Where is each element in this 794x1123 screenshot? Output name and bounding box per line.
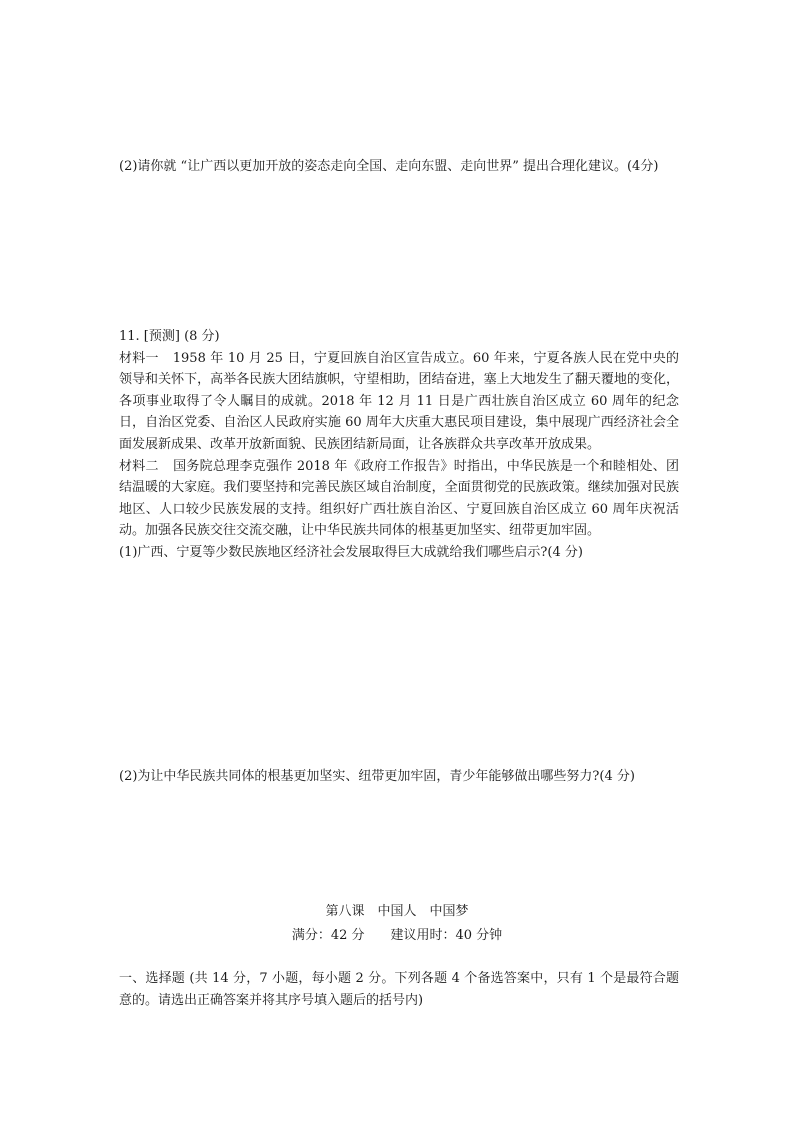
question-11-part-1: (1)广西、宁夏等少数民族地区经济社会发展取得巨大成就给我们哪些启示?(4 分) bbox=[119, 544, 583, 560]
full-score: 满分：42 分 bbox=[291, 928, 365, 943]
lesson-title: 第八课 中国人 中国梦 bbox=[325, 904, 469, 919]
material-text: 1958 年 10 月 25 日，宁夏回族自治区宣告成立。60 年来，宁夏各族人民在党中央的领导和关怀下，高举各民族大团结旗帜，守望相助，团结奋进，塞上大地发生了翻天覆地的变化，各项事业取得了令人瞩目的成就。2018 年 12 月 11 日是广西壮族自治区成立 60 周年的纪念日，自治区党委、自治区人民政府实施 60 周年大庆重大惠民项目建设，集中展现广西经济社会全面发展新成果、改革开放新面貌、民族团结新局面，让各族群众共享改革开放成果。 bbox=[119, 350, 679, 452]
question-10-part-2 bbox=[119, 156, 679, 178]
section-one-instructions: 一、选择题 (共 14 分，7 小题，每小题 2 分。下列各题 4 个备选答案中，只有 1 个是最符合题意的。请选出正确答案并将其序号填入题后的括号内) bbox=[119, 971, 679, 1008]
question-header: 11. [预测] (8 分) bbox=[119, 329, 220, 344]
suggested-time: 建议用时：40 分钟 bbox=[390, 928, 503, 943]
material-one bbox=[119, 348, 679, 456]
material-text: 国务院总理李克强作 2018 年《政府工作报告》时指出，中华民族是一个和睦相处、团结温暖的大家庭。我们要坚持和完善民族区域自治制度，全面贯彻党的民族政策。继续加强对民族地区、人口较少民族发展的支持。组织好广西壮族自治区、宁夏回族自治区成立 60 周年庆祝活动。加强各民族交往交流交融，让中华民族共同体的根基更加坚实、纽带更加牢固。 bbox=[119, 458, 679, 539]
question-11-part-2: (2)为让中华民族共同体的根基更加坚实、纽带更加牢固，青少年能够做出哪些努力?(4 分) bbox=[119, 769, 635, 784]
lesson-meta bbox=[0, 925, 794, 946]
material-two bbox=[119, 456, 679, 542]
question-11 bbox=[119, 326, 679, 564]
question-text: (2)请你就 “让广西以更加开放的姿态走向全国、走向东盟、走向世界” 提出合理化建议。(4分) bbox=[119, 159, 659, 174]
material-label: 材料一 bbox=[119, 350, 159, 366]
material-label: 材料二 bbox=[119, 458, 159, 474]
